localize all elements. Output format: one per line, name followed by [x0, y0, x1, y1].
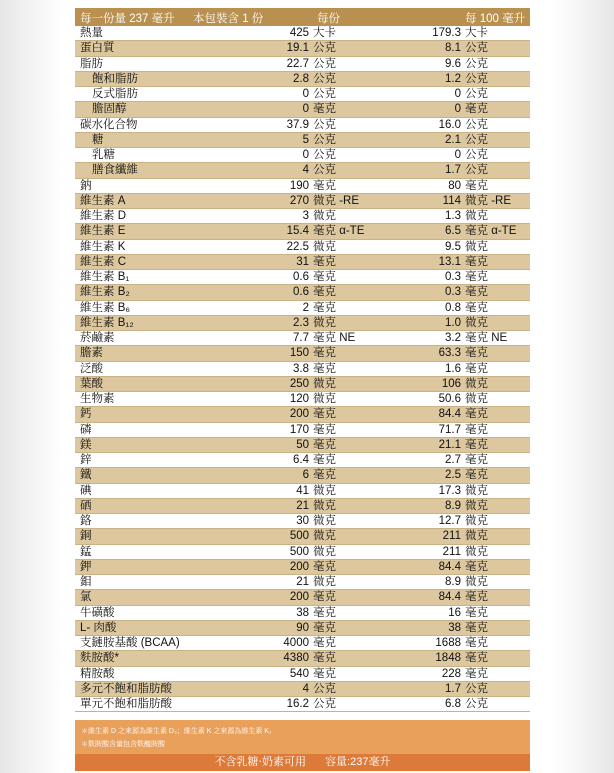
- per-100ml-value: 84.4: [438, 591, 461, 604]
- table-row: [75, 362, 530, 377]
- per-100ml-value: 9.5: [445, 240, 461, 253]
- per-100ml-unit: 毫克: [465, 454, 488, 466]
- per-serving-unit: 公克: [313, 164, 336, 177]
- per-100ml-unit: 公克: [465, 133, 488, 146]
- per-100ml-value: 2.5: [445, 469, 461, 482]
- table-row: [75, 240, 530, 255]
- per-100ml-value: 84.4: [438, 408, 461, 421]
- per-serving-value: 6.4: [293, 454, 309, 466]
- table-header: [75, 8, 530, 26]
- per-serving-value: 170: [289, 423, 309, 436]
- per-serving-value: 0.6: [293, 271, 309, 283]
- nutrient-name: L- 肉酸: [80, 621, 117, 634]
- per-serving-value: 21: [296, 499, 309, 512]
- per-serving-heading: 每份: [317, 13, 340, 25]
- nutrient-name: 麩胺酸*: [80, 652, 119, 665]
- per-100ml-unit: 毫克: [465, 652, 488, 665]
- per-serving-unit: 微克: [313, 393, 336, 405]
- per-serving-value: 0: [302, 103, 309, 116]
- per-100ml-value: 106: [441, 377, 461, 390]
- per-serving-value: 7.7: [293, 332, 309, 344]
- per-100ml-unit: 毫克: [465, 591, 488, 604]
- nutrient-name: 氯: [80, 591, 92, 604]
- nutrient-name: 維生素 A: [80, 194, 126, 207]
- per-serving-unit: 毫克: [313, 103, 336, 116]
- per-100ml-unit: 公克: [465, 57, 488, 70]
- per-100ml-unit: 毫克: [465, 469, 488, 482]
- table-row: [75, 438, 530, 453]
- table-row: [75, 560, 530, 575]
- per-100ml-unit: 微克: [465, 499, 488, 512]
- nutrient-name: 脂肪: [80, 57, 103, 70]
- per-serving-value: 50: [296, 438, 309, 451]
- per-100ml-value: 16.0: [438, 118, 461, 131]
- per-serving-unit: 毫克: [313, 438, 336, 451]
- per-100ml-value: 21.1: [438, 438, 461, 451]
- per-100ml-unit: 公克: [465, 88, 488, 100]
- per-serving-value: 31: [296, 255, 309, 268]
- table-row: [75, 301, 530, 316]
- per-100ml-value: 6.8: [445, 698, 461, 710]
- per-serving-value: 6: [302, 469, 309, 482]
- per-100ml-unit: 毫克: [465, 637, 488, 649]
- per-serving-value: 200: [289, 408, 309, 421]
- per-serving-value: 270: [289, 194, 309, 207]
- nutrition-label: [75, 8, 530, 771]
- per-serving-unit: 公克: [313, 57, 336, 70]
- per-100ml-value: 8.9: [445, 499, 461, 512]
- nutrient-name: 維生素 B₂: [80, 286, 130, 299]
- per-serving-unit: 微克: [313, 530, 336, 543]
- per-100ml-unit: 毫克 α-TE: [465, 225, 517, 238]
- per-serving-value: 5: [302, 133, 309, 146]
- nutrient-name: 葉酸: [80, 377, 103, 390]
- per-100ml-unit: 公克: [465, 698, 488, 710]
- nutrient-name: 碳水化合物: [80, 118, 138, 131]
- per-100ml-value: 13.1: [438, 255, 461, 268]
- table-row: [75, 41, 530, 56]
- per-serving-value: 120: [289, 393, 309, 405]
- table-row: [75, 331, 530, 346]
- per-100ml-value: 0: [454, 149, 461, 161]
- table-row: [75, 407, 530, 422]
- nutrient-name: 膽素: [80, 347, 103, 360]
- nutrient-name: 鉬: [80, 576, 92, 588]
- table-row: [75, 651, 530, 666]
- per-serving-unit: 公克: [313, 133, 336, 146]
- table-row: [75, 453, 530, 468]
- nutrient-name: 碘: [80, 484, 92, 497]
- per-100ml-unit: 微克: [465, 515, 488, 527]
- table-row: [75, 26, 530, 41]
- per-100ml-value: 0: [454, 103, 461, 116]
- per-100ml-unit: 微克: [465, 530, 488, 543]
- footnotes: [75, 720, 530, 754]
- per-serving-value: 540: [289, 667, 309, 680]
- per-100ml-unit: 毫克: [465, 667, 488, 680]
- per-100ml-value: 114: [442, 194, 461, 207]
- nutrient-name: 鈉: [80, 179, 92, 192]
- table-row: [75, 392, 530, 407]
- nutrient-name: 維生素 B₁₂: [80, 316, 134, 329]
- table-row: [75, 224, 530, 239]
- per-100ml-unit: 毫克: [465, 606, 488, 619]
- per-serving-unit: 毫克: [313, 469, 336, 482]
- per-100ml-unit: 微克: [465, 316, 488, 329]
- table-row: [75, 163, 530, 178]
- per-serving-unit: 公克: [313, 118, 336, 131]
- nutrient-name: 熱量: [80, 27, 103, 39]
- per-serving-value: 3.8: [293, 362, 309, 375]
- footer-bar: [75, 754, 530, 771]
- per-100ml-unit: 毫克: [465, 179, 488, 192]
- table-row: [75, 575, 530, 590]
- table-row: [75, 179, 530, 194]
- per-100ml-value: 8.1: [445, 42, 461, 55]
- per-100ml-value: 8.9: [445, 576, 461, 588]
- per-100ml-unit: 毫克: [465, 438, 488, 451]
- nutrient-name: 膳食纖維: [92, 164, 138, 177]
- per-serving-value: 19.1: [286, 42, 309, 55]
- nutrient-name: 硒: [80, 499, 92, 512]
- nutrient-name: 鎂: [80, 438, 92, 451]
- per-100ml-unit: 微克: [465, 393, 488, 405]
- table-row: [75, 682, 530, 697]
- per-serving-unit: 毫克: [313, 423, 336, 436]
- table-row: [75, 57, 530, 72]
- table-row: [75, 72, 530, 87]
- per-100ml-unit: 公克: [465, 72, 488, 85]
- per-serving-value: 41: [296, 484, 309, 497]
- per-serving-unit: 大卡: [313, 27, 336, 39]
- nutrient-name: 泛酸: [80, 362, 103, 375]
- per-serving-value: 200: [289, 591, 309, 604]
- per-100ml-value: 1.6: [445, 362, 461, 375]
- table-row: [75, 285, 530, 300]
- per-serving-unit: 公克: [313, 682, 336, 695]
- per-serving-unit: 毫克: [313, 454, 336, 466]
- per-serving-value: 90: [296, 621, 309, 634]
- per-serving-unit: 毫克: [313, 637, 336, 649]
- per-100ml-value: 1848: [435, 652, 461, 665]
- nutrient-name: 菸鹼素: [80, 332, 115, 344]
- per-100ml-unit: 毫克: [465, 286, 488, 299]
- per-serving-unit: 公克: [313, 88, 336, 100]
- per-100ml-value: 80: [448, 179, 461, 192]
- nutrient-name: 維生素 E: [80, 225, 126, 238]
- per-100ml-value: 71.7: [438, 423, 461, 436]
- per-serving-value: 37.9: [286, 118, 309, 131]
- table-row: [75, 667, 530, 682]
- per-100ml-unit: 毫克: [465, 255, 488, 268]
- table-row: [75, 346, 530, 361]
- per-100ml-value: 228: [441, 667, 461, 680]
- nutrient-name: 精胺酸: [80, 667, 115, 680]
- nutrient-name: 糖: [92, 133, 104, 146]
- per-serving-value: 500: [289, 530, 309, 543]
- per-serving-unit: 公克: [313, 72, 336, 85]
- per-100ml-value: 1.2: [445, 72, 461, 85]
- per-serving-unit: 毫克: [313, 347, 336, 360]
- per-100ml-value: 1.3: [445, 210, 461, 222]
- table-row: [75, 255, 530, 270]
- per-serving-unit: 毫克 NE: [313, 332, 356, 344]
- table-row: [75, 606, 530, 621]
- nutrient-name: 鉀: [80, 560, 92, 573]
- per-serving-value: 4: [302, 164, 309, 177]
- volume-info: 容量:237毫升: [325, 756, 391, 768]
- per-100ml-value: 179.3: [432, 27, 461, 39]
- per-serving-unit: 毫克: [313, 255, 336, 268]
- table-row: [75, 209, 530, 224]
- per-serving-unit: 微克: [313, 240, 336, 253]
- table-row: [75, 87, 530, 102]
- per-serving-unit: 公克: [313, 698, 336, 710]
- per-100ml-unit: 毫克: [465, 271, 488, 283]
- per-100ml-unit: 毫克: [465, 560, 488, 573]
- nutrient-name: 維生素 C: [80, 255, 126, 268]
- per-100ml-value: 1.0: [445, 316, 461, 329]
- per-100ml-unit: 微克: [465, 576, 488, 588]
- per-serving-value: 15.4: [286, 225, 309, 238]
- per-serving-unit: 毫克: [313, 606, 336, 619]
- per-serving-value: 22.7: [286, 57, 309, 70]
- per-serving-unit: 微克: [313, 210, 336, 222]
- nutrient-name: 磷: [80, 423, 92, 436]
- table-row: [75, 423, 530, 438]
- nutrient-name: 飽和脂肪: [92, 72, 138, 85]
- nutrient-name: 錳: [80, 545, 92, 558]
- per-serving-unit: 毫克: [313, 271, 336, 283]
- per-100ml-value: 1.7: [445, 682, 461, 695]
- per-serving-value: 0: [302, 88, 309, 100]
- per-serving-value: 4000: [283, 637, 309, 649]
- per-100ml-value: 9.6: [445, 57, 461, 70]
- footnote-glutamine: ＊麩胺酸含量包含麩醯胺酸: [81, 741, 165, 748]
- nutrient-name: 銅: [80, 530, 92, 543]
- per-serving-unit: 毫克: [313, 560, 336, 573]
- table-row: [75, 118, 530, 133]
- per-100ml-value: 0: [454, 88, 461, 100]
- nutrient-name: 蛋白質: [80, 42, 115, 55]
- per-serving-value: 3: [302, 210, 309, 222]
- table-row: [75, 514, 530, 529]
- per-100ml-unit: 毫克: [465, 408, 488, 421]
- per-100ml-value: 38: [448, 621, 461, 634]
- per-100ml-value: 211: [442, 545, 461, 558]
- per-100ml-value: 84.4: [438, 560, 461, 573]
- table-row: [75, 484, 530, 499]
- per-serving-unit: 毫克: [313, 301, 336, 314]
- nutrient-name: 生物素: [80, 393, 115, 405]
- per-100ml-value: 12.7: [438, 515, 461, 527]
- per-serving-unit: 微克: [313, 515, 336, 527]
- nutrient-rows: [75, 26, 530, 712]
- table-row: [75, 133, 530, 148]
- table-row: [75, 636, 530, 651]
- per-serving-value: 190: [289, 179, 309, 192]
- table-row: [75, 148, 530, 163]
- per-serving-value: 4: [302, 682, 309, 695]
- per-100ml-value: 2.1: [445, 133, 461, 146]
- nutrient-name: 維生素 B₁: [80, 271, 130, 283]
- per-serving-unit: 公克: [313, 149, 336, 161]
- per-100ml-unit: 毫克: [465, 362, 488, 375]
- per-100ml-unit: 毫克 NE: [465, 332, 508, 344]
- per-100ml-value: 0.3: [445, 286, 461, 299]
- table-row: [75, 529, 530, 544]
- per-100ml-value: 211: [442, 530, 461, 543]
- per-100ml-value: 1.7: [445, 164, 461, 177]
- per-100ml-value: 50.6: [438, 393, 461, 405]
- per-serving-unit: 毫克: [313, 408, 336, 421]
- nutrient-name: 乳糖: [92, 149, 115, 161]
- per-100ml-unit: 毫克: [465, 347, 488, 360]
- nutrient-name: 膽固醇: [92, 103, 127, 116]
- per-serving-value: 21: [296, 576, 309, 588]
- table-row: [75, 102, 530, 117]
- per-100ml-unit: 大卡: [465, 27, 488, 39]
- per-serving-unit: 毫克: [313, 667, 336, 680]
- per-100ml-value: 63.3: [438, 347, 461, 360]
- per-100ml-unit: 毫克: [465, 103, 488, 116]
- per-serving-unit: 微克 -RE: [313, 194, 359, 207]
- table-row: [75, 468, 530, 483]
- table-row: [75, 377, 530, 392]
- per-100ml-unit: 微克: [465, 240, 488, 253]
- per-100ml-unit: 公克: [465, 42, 488, 55]
- per-100ml-unit: 微克: [465, 545, 488, 558]
- per-serving-value: 150: [289, 347, 309, 360]
- per-serving-value: 22.5: [286, 240, 309, 253]
- servings-per-pack: 本包裝含 1 份: [193, 13, 264, 25]
- per-serving-unit: 毫克: [313, 179, 336, 192]
- per-100ml-value: 0.3: [445, 271, 461, 283]
- per-100ml-value: 1688: [435, 637, 461, 649]
- per-serving-value: 2.3: [293, 316, 309, 329]
- per-serving-value: 0.6: [293, 286, 309, 299]
- per-serving-value: 30: [296, 515, 309, 527]
- nutrient-name: 鈣: [80, 408, 92, 421]
- per-serving-unit: 毫克: [313, 362, 336, 375]
- nutrient-name: 維生素 K: [80, 240, 126, 253]
- per-100ml-value: 3.2: [445, 332, 461, 344]
- table-row: [75, 499, 530, 514]
- per-serving-unit: 微克: [313, 377, 336, 390]
- per-100ml-unit: 公克: [465, 149, 488, 161]
- nutrient-name: 牛磺酸: [80, 606, 115, 619]
- per-100ml-unit: 公克: [465, 682, 488, 695]
- per-serving-unit: 微克: [313, 499, 336, 512]
- per-serving-value: 2: [302, 301, 309, 314]
- per-serving-value: 425: [289, 27, 309, 39]
- table-row: [75, 590, 530, 605]
- per-100ml-value: 2.7: [445, 454, 461, 466]
- table-row: [75, 270, 530, 285]
- per-100ml-value: 17.3: [438, 484, 461, 497]
- per-serving-value: 38: [296, 606, 309, 619]
- nutrient-name: 支鏈胺基酸 (BCAA): [80, 637, 180, 649]
- table-row: [75, 194, 530, 209]
- per-100ml-heading: 每 100 毫升: [465, 13, 526, 25]
- lactose-free-claim: 不含乳糖‧奶素可用: [214, 756, 306, 768]
- per-serving-unit: 微克: [313, 576, 336, 588]
- nutrient-name: 鋅: [80, 454, 92, 466]
- per-serving-unit: 毫克: [313, 286, 336, 299]
- per-100ml-unit: 公克: [465, 118, 488, 131]
- table-row: [75, 545, 530, 560]
- nutrient-name: 單元不飽和脂肪酸: [80, 698, 172, 710]
- per-serving-value: 16.2: [286, 698, 309, 710]
- serving-size: 每一份量 237 毫升: [80, 13, 175, 25]
- per-serving-value: 2.8: [293, 72, 309, 85]
- per-100ml-value: 6.5: [445, 225, 461, 238]
- per-serving-value: 4380: [283, 652, 309, 665]
- nutrient-name: 鐵: [80, 469, 92, 482]
- table-row: [75, 621, 530, 636]
- per-100ml-unit: 毫克: [465, 423, 488, 436]
- per-100ml-unit: 毫克: [465, 301, 488, 314]
- right-shadow: [552, 0, 614, 773]
- nutrient-name: 維生素 B₆: [80, 301, 131, 314]
- per-serving-unit: 毫克: [313, 591, 336, 604]
- per-serving-value: 0: [302, 149, 309, 161]
- per-100ml-unit: 毫克: [465, 621, 488, 634]
- per-serving-value: 200: [289, 560, 309, 573]
- per-serving-value: 500: [289, 545, 309, 558]
- per-100ml-unit: 微克 -RE: [465, 194, 511, 207]
- per-serving-unit: 微克: [313, 484, 336, 497]
- footnote-vitamin-source: ＊維生素 D 之來源為維生素 D₃；維生素 K 之來源為維生素 K₁: [81, 728, 272, 735]
- per-100ml-unit: 微克: [465, 377, 488, 390]
- per-serving-unit: 公克: [313, 42, 336, 55]
- table-row: [75, 316, 530, 331]
- nutrient-name: 反式脂肪: [92, 88, 138, 100]
- per-100ml-value: 0.8: [445, 301, 461, 314]
- nutrient-name: 多元不飽和脂肪酸: [80, 682, 172, 695]
- table-row: [75, 697, 530, 712]
- per-serving-unit: 微克: [313, 316, 336, 329]
- per-serving-unit: 微克: [313, 545, 336, 558]
- per-serving-unit: 毫克: [313, 652, 336, 665]
- per-serving-unit: 毫克 α-TE: [313, 225, 365, 238]
- per-100ml-unit: 公克: [465, 164, 488, 177]
- per-100ml-value: 16: [448, 606, 461, 619]
- per-serving-unit: 毫克: [313, 621, 336, 634]
- nutrient-name: 維生素 D: [80, 210, 126, 222]
- left-shadow: [0, 0, 62, 773]
- per-100ml-unit: 微克: [465, 210, 488, 222]
- per-serving-value: 250: [289, 377, 309, 390]
- per-100ml-unit: 微克: [465, 484, 488, 497]
- nutrient-name: 鉻: [80, 515, 92, 527]
